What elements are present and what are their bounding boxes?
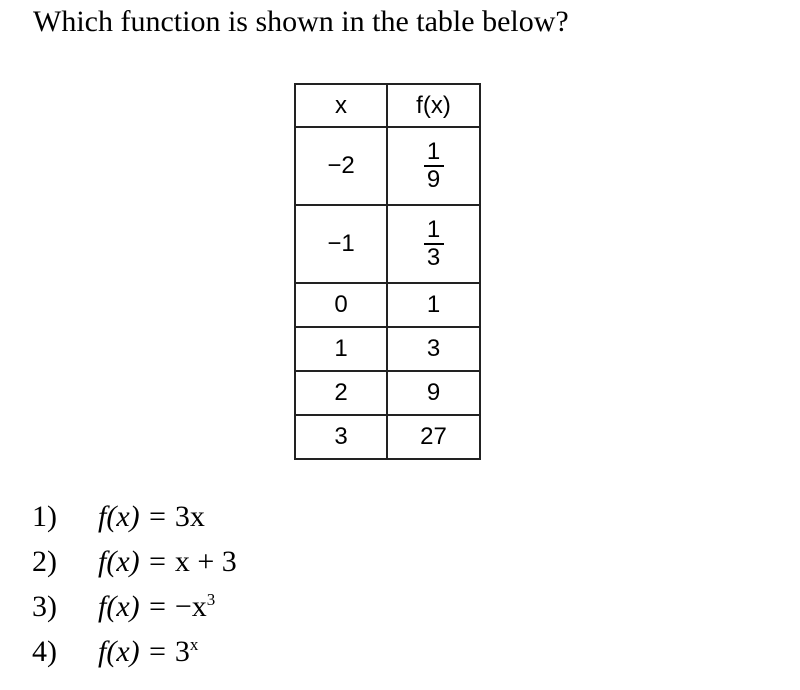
fraction-numerator: 1 bbox=[426, 216, 441, 243]
table-header-row bbox=[295, 84, 480, 127]
choice-number: 3) bbox=[32, 590, 57, 623]
choice-exponent: 3 bbox=[206, 590, 216, 609]
fraction-denominator: 3 bbox=[426, 244, 441, 271]
choice-body: 3x bbox=[174, 500, 205, 533]
answer-choices bbox=[32, 500, 237, 680]
function-table bbox=[294, 83, 481, 460]
cell-x: 2 bbox=[295, 371, 387, 415]
question-text: Which function is shown in the table below? bbox=[33, 5, 569, 38]
answer-choice-2 bbox=[32, 545, 237, 590]
choice-number: 2) bbox=[32, 545, 57, 578]
answer-choice-4 bbox=[32, 635, 237, 680]
choice-expression bbox=[98, 590, 215, 624]
cell-fx: 1 bbox=[387, 283, 480, 327]
cell-fx bbox=[387, 127, 480, 205]
choice-body: x + 3 bbox=[174, 545, 237, 578]
choice-lhs: f(x) = bbox=[98, 500, 175, 533]
table-row bbox=[295, 327, 480, 371]
fraction-denominator: 9 bbox=[426, 166, 441, 193]
choice-expression bbox=[98, 500, 205, 534]
choice-number: 1) bbox=[32, 500, 57, 533]
cell-x: 1 bbox=[295, 327, 387, 371]
table-row bbox=[295, 205, 480, 283]
choice-lhs: f(x) = bbox=[98, 545, 175, 578]
header-x: x bbox=[295, 84, 387, 127]
choice-expression bbox=[98, 635, 198, 669]
cell-fx: 9 bbox=[387, 371, 480, 415]
answer-choice-3 bbox=[32, 590, 237, 635]
fraction-numerator: 1 bbox=[426, 138, 441, 165]
choice-lhs: f(x) = bbox=[98, 590, 175, 623]
cell-fx: 27 bbox=[387, 415, 480, 459]
choice-exponent: x bbox=[189, 635, 199, 654]
table-row bbox=[295, 127, 480, 205]
cell-x: 3 bbox=[295, 415, 387, 459]
cell-x: −2 bbox=[295, 127, 387, 205]
cell-x: 0 bbox=[295, 283, 387, 327]
choice-expression bbox=[98, 545, 237, 579]
table-row bbox=[295, 415, 480, 459]
cell-x: −1 bbox=[295, 205, 387, 283]
choice-lhs: f(x) = bbox=[98, 635, 175, 668]
fraction bbox=[424, 139, 444, 193]
cell-fx bbox=[387, 205, 480, 283]
table-row bbox=[295, 371, 480, 415]
choice-body: −x bbox=[174, 590, 207, 623]
choice-number: 4) bbox=[32, 635, 57, 668]
answer-choice-1 bbox=[32, 500, 237, 545]
choice-body: 3 bbox=[174, 635, 190, 668]
table-row bbox=[295, 283, 480, 327]
cell-fx: 3 bbox=[387, 327, 480, 371]
fraction bbox=[424, 217, 444, 271]
header-fx: f(x) bbox=[387, 84, 480, 127]
